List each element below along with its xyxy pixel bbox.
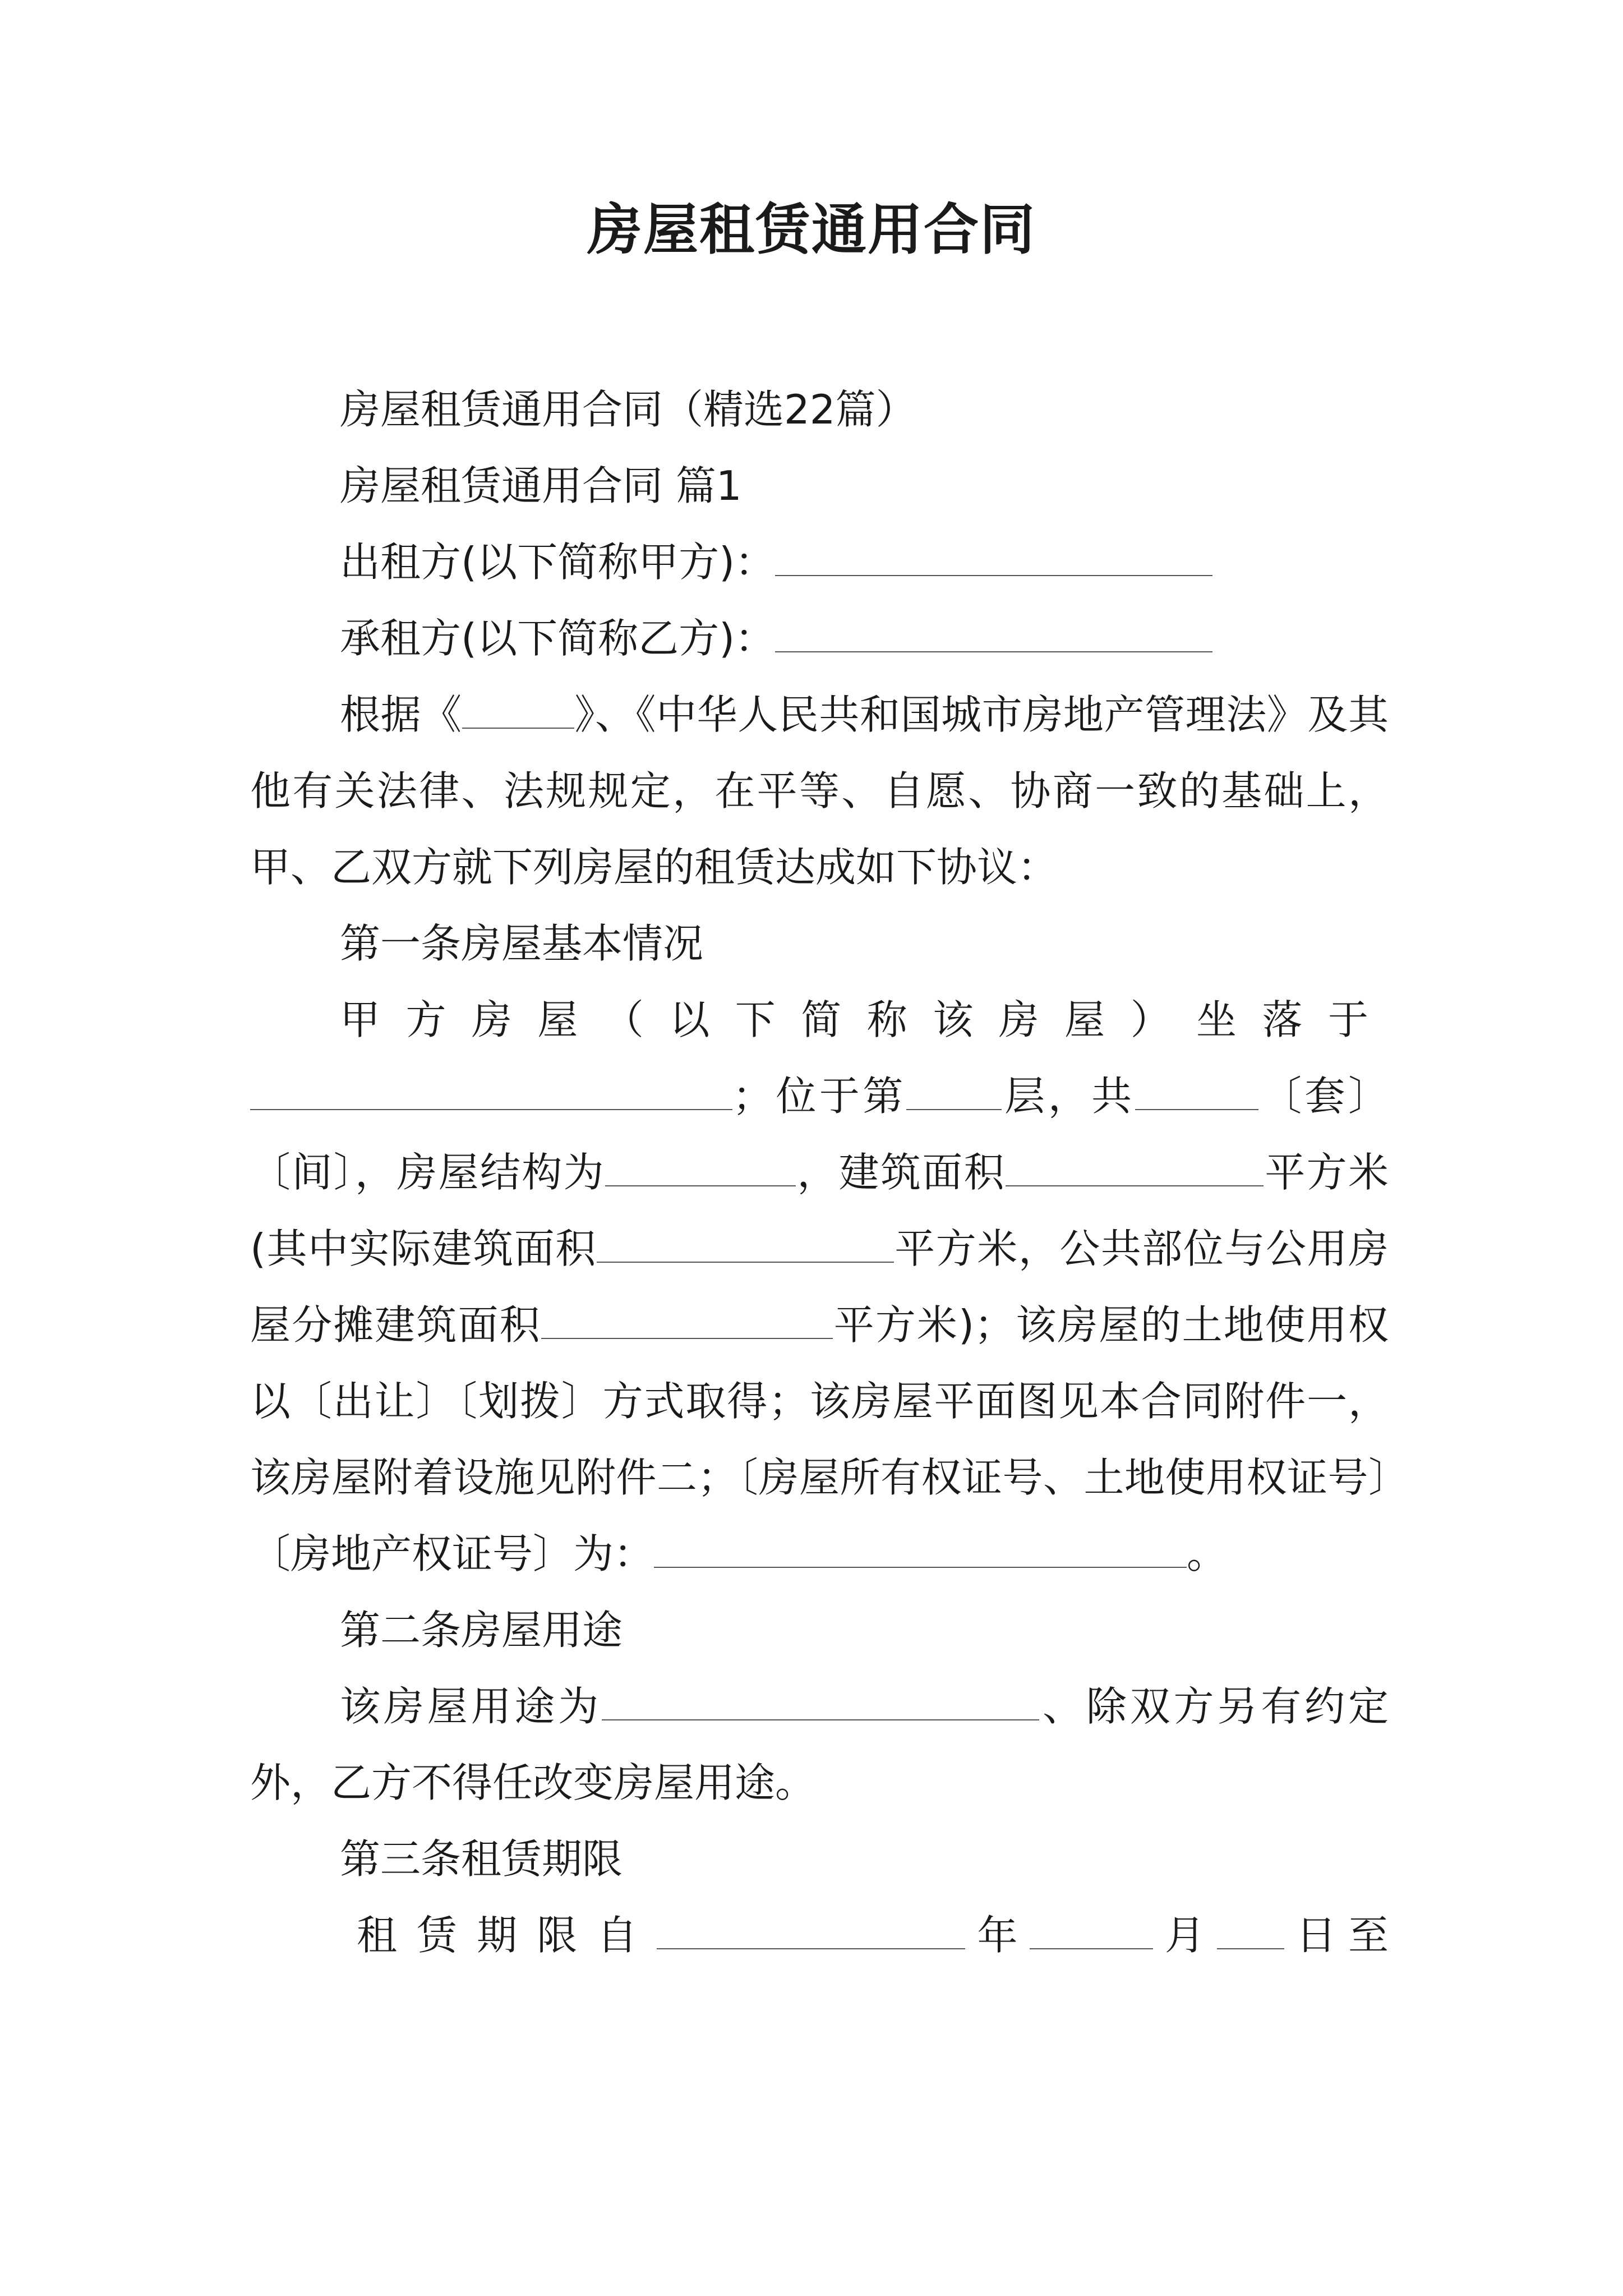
actual-area-blank bbox=[597, 1221, 894, 1263]
article2-paragraph bbox=[250, 1668, 1389, 1821]
article1-paragraph bbox=[250, 982, 1389, 1592]
article1-text-9: 。 bbox=[1187, 1530, 1228, 1577]
lessor-line bbox=[250, 524, 1389, 600]
article2-text-2: 、除双方另有约定外，乙方不得任改变房屋用途。 bbox=[250, 1683, 1389, 1806]
article1-text-3: 层，共 bbox=[1001, 1073, 1135, 1120]
article2-text-1: 该房屋用途为 bbox=[340, 1683, 602, 1730]
section-heading: 房屋租赁通用合同 篇1 bbox=[340, 462, 742, 509]
article1-text-4: 〔套〕〔间〕，房屋结构为 bbox=[250, 1073, 1389, 1196]
article2-heading: 第二条房屋用途 bbox=[340, 1607, 623, 1654]
lessor-blank bbox=[775, 535, 1212, 576]
lessee-blank bbox=[775, 611, 1212, 652]
year-blank bbox=[657, 1908, 965, 1949]
day-blank bbox=[1217, 1908, 1284, 1949]
law-name-blank bbox=[462, 687, 574, 729]
shared-area-blank bbox=[541, 1297, 833, 1339]
article3-text-2: 年 bbox=[965, 1912, 1030, 1959]
article1-text-6: 平方米(其中实际建筑面积 bbox=[250, 1149, 1389, 1272]
lessor-label: 出租方(以下简称甲方)： bbox=[340, 539, 776, 586]
lessee-line bbox=[250, 600, 1389, 677]
basis-text-2: 》、《中华人民共和国城市房地产管理法》及其他有关法律、法规规定，在平等、自愿、协商一致的基础上，甲、乙双方就下列房屋的租赁达成如下协议： bbox=[250, 691, 1389, 891]
article3-text-3: 月 bbox=[1152, 1912, 1217, 1959]
lessee-label: 承租方(以下简称乙方)： bbox=[340, 615, 776, 662]
area-blank bbox=[1006, 1145, 1264, 1186]
structure-blank bbox=[605, 1145, 796, 1186]
basis-text-1: 根据《 bbox=[340, 691, 462, 738]
article1-text-8: 平方米)；该房屋的土地使用权以〔出让〕〔划拨〕方式取得；该房屋平面图见本合同附件一，该房屋附着设施见附件二；〔房屋所有权证号、土地使用权证号〕〔房地产权证号〕为： bbox=[250, 1301, 1389, 1577]
basis-paragraph bbox=[250, 677, 1389, 905]
article1-text-5: ，建筑面积 bbox=[795, 1149, 1006, 1196]
month-blank bbox=[1030, 1908, 1153, 1949]
article1-text-2: ；位于第 bbox=[732, 1073, 906, 1120]
certificate-blank bbox=[654, 1526, 1187, 1568]
article1-text-1: 甲方房屋（以下简称该房屋）坐落于 bbox=[340, 996, 1389, 1043]
document-title: 房屋租赁通用合同 bbox=[587, 197, 1036, 262]
article1-text-7: 平方米，公共部位与公用房屋分摊建筑面积 bbox=[250, 1225, 1389, 1349]
floor-blank bbox=[906, 1069, 1002, 1110]
article3-paragraph bbox=[250, 1897, 1389, 1973]
location-blank bbox=[250, 1069, 732, 1110]
document-body bbox=[250, 371, 1389, 1973]
article1-heading: 第一条房屋基本情况 bbox=[340, 920, 704, 967]
article3-text-4: 日至 bbox=[1284, 1912, 1389, 1959]
article3-heading: 第三条租赁期限 bbox=[340, 1835, 623, 1883]
subtitle: 房屋租赁通用合同（精选22篇） bbox=[340, 386, 916, 433]
units-blank bbox=[1135, 1069, 1258, 1110]
article3-text-1: 租赁期限自 bbox=[357, 1912, 657, 1959]
usage-blank bbox=[602, 1679, 1039, 1720]
